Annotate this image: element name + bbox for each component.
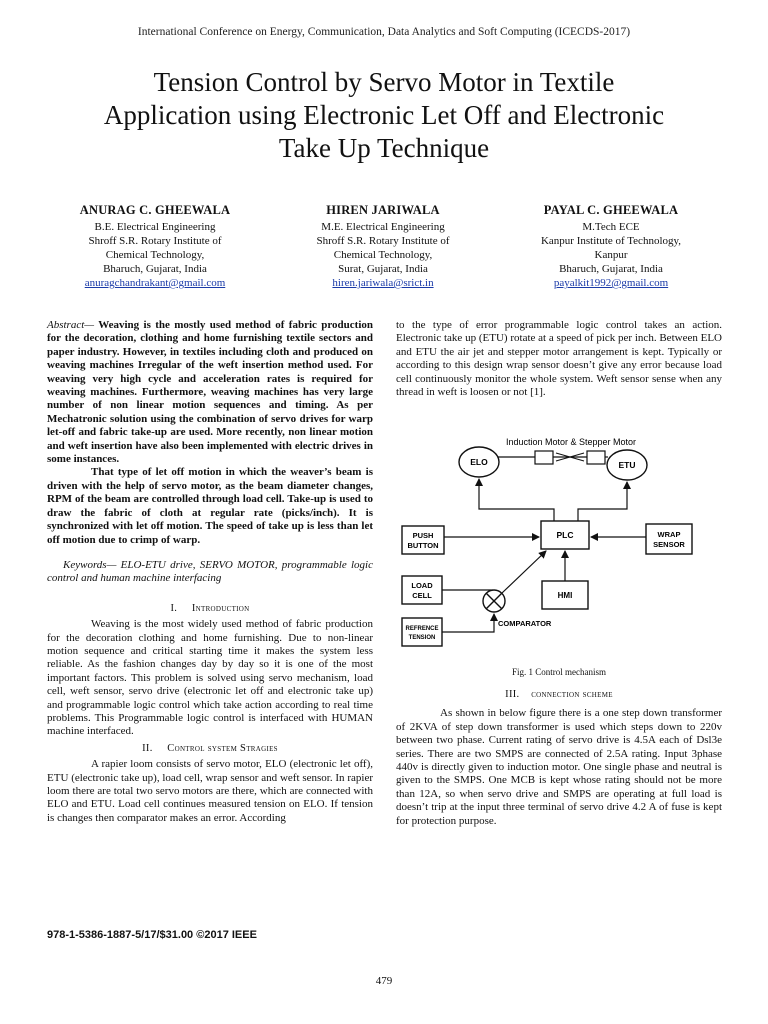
arrow-comparator-to-plc — [502, 551, 546, 593]
author-email-link[interactable]: hiren.jariwala@srict.in — [332, 277, 434, 289]
page-number: 479 — [375, 975, 393, 987]
author-institute: Shroff S.R. Rotary Institute of — [88, 235, 222, 247]
author-institute-cont: Chemical Technology, — [105, 249, 205, 261]
section-number: III. — [505, 689, 520, 700]
wrap-sensor-label-1: WRAP — [657, 530, 681, 539]
control-system-body-continued: to the type of error programmable logic control takes an action. Electronic take up (ETU) rotate at a speed of pick per inch. Between ELO and ETU the air jet and stepper motor arrangement is kept. Typically or according to this design wrap sensor doesn’t give any error because load cell continuously monitor the whole system. Weft sensor sense when any thread in weft is loosen or not [1]. — [396, 319, 722, 399]
author-block-3 — [494, 203, 728, 290]
title-line-3: Take Up Technique — [278, 133, 490, 163]
author-degree: B.E. Electrical Engineering — [94, 221, 216, 233]
push-button-label-2: BUTTON — [407, 541, 439, 550]
hmi-label: HMI — [557, 591, 573, 600]
load-cell-label-2: CELL — [412, 591, 432, 600]
right-column-bottom — [396, 688, 722, 828]
abstract-paragraph-1 — [47, 319, 373, 466]
motor-box-left — [535, 451, 553, 464]
abstract-paragraph-2: That type of let off motion in which the weaver’s beam is driven with the help of servo motor, as the beam diameter changes, RPM of the beam are controlled through load cell. Take-up is used to draw the fabric of cloth at regular rate (picks/inch). It is synchronized with let off motion. The speed of take up is less than let off motion due to crimp of warp. — [47, 466, 373, 546]
title-line-1: Tension Control by Servo Motor in Textile — [153, 67, 615, 97]
author-email-link[interactable]: anuragchandrakant@gmail.com — [84, 277, 226, 289]
author-institute: Shroff S.R. Rotary Institute of — [316, 235, 450, 247]
comparator-label: COMPARATOR — [498, 619, 552, 628]
author-institute-cont: Chemical Technology, — [333, 249, 433, 261]
keywords: Keywords— ELO-ETU drive, SERVO MOTOR, programmable logic control and human machine interfacing — [47, 558, 373, 585]
wrap-sensor-label-2: SENSOR — [653, 540, 685, 549]
abstract-text-1: Weaving is the mostly used method of fabric production for the decoration, clothing and home furnishing textile sectors and paper industry. However, in textiles including cloth and produced on weaving machines Irregular of the weft insertion method used. For weaving very high cycle and acceleration rates is required for weaving machines. Furthermore, weaving machines has very large number of non linear motion sequences and timing. As per Mechatronic solution using the combination of servo drives for warp let-off and fabric take-up are used. More recently, non linear motion and weft insertion have also been implemented with electric drives in some instances. — [47, 319, 373, 466]
author-degree: M.E. Electrical Engineering — [321, 221, 445, 233]
author-email-link[interactable]: payalkit1992@gmail.com — [553, 277, 669, 289]
paper-title — [40, 66, 728, 165]
section-heading-control-system — [47, 742, 373, 755]
abstract-lead: Abstract— — [47, 319, 95, 331]
author-name: ANURAG C. GHEEWALA — [79, 203, 231, 217]
right-column-top — [396, 319, 722, 399]
motor-box-right — [587, 451, 605, 464]
author-institute: Kanpur Institute of Technology, — [540, 235, 682, 247]
plc-label: PLC — [556, 530, 574, 540]
arrow-reference-to-comparator — [442, 614, 494, 632]
etu-label: ETU — [618, 460, 636, 470]
diagram-label-motor: Induction Motor & Stepper Motor — [505, 437, 637, 447]
author-location: Surat, Gujarat, India — [338, 263, 428, 275]
author-block-1 — [38, 203, 272, 290]
author-name: PAYAL C. GHEEWALA — [543, 203, 679, 217]
section-title: connection scheme — [531, 689, 613, 700]
author-institute-cont: Kanpur — [594, 249, 628, 261]
isbn-footer: 978-1-5386-1887-5/17/$31.00 ©2017 IEEE — [47, 929, 257, 941]
arrow-plc-to-elo — [479, 479, 554, 521]
author-location: Bharuch, Gujarat, India — [559, 263, 663, 275]
author-location: Bharuch, Gujarat, India — [103, 263, 207, 275]
control-system-body: A rapier loom consists of servo motor, ELO (electronic let off), ETU (electronic take up), load cell, wrap sensor and weft sensor. In rapier loom there are total two servo motors are there, which are connected with ELO and ETU. Load cell continues measured tension on ELO. If tension is changes then comparator makes an error. According — [47, 758, 373, 824]
section-title: Introduction — [191, 602, 250, 614]
section-heading-introduction — [47, 602, 373, 615]
section-title: Control system Stragies — [167, 742, 278, 754]
push-button-label-1: PUSH — [412, 531, 434, 540]
wrap-sensor-box — [646, 524, 692, 554]
load-cell-label-1: LOAD — [411, 581, 433, 590]
figure-caption: Fig. 1 Control mechanism — [512, 667, 606, 677]
conference-header: International Conference on Energy, Communication, Data Analytics and Soft Computing (ICECDS-2017) — [137, 26, 631, 38]
reference-tension-box — [402, 618, 442, 646]
control-mechanism-diagram — [396, 433, 722, 665]
left-column — [47, 319, 373, 825]
title-line-2: Application using Electronic Let Off and Electronic — [103, 100, 665, 130]
section-number: I. — [170, 602, 178, 614]
author-block-2 — [266, 203, 500, 290]
connection-scheme-body: As shown in below figure there is a one step down transformer of 2KVA of step down transformer is used which steps down to 220v between two phase. Current rating of servo drive is 4.5A each of Dsl3e series. There are two SMPS are connected of 2.5A rating. Input 3phase 440v is directly given to induction motor. One single phase and neutral is given to the SMPS. One MCB is kept whose rating should not be more than 12A, so when servo drive and SMPS are operating at full load is doesn’t trip at the input three terminal of servo drive 4.2 A of fuse is kept for protection purpose. — [396, 707, 722, 827]
section-heading-connection-scheme — [396, 688, 722, 701]
author-degree: M.Tech ECE — [582, 221, 640, 233]
elo-label: ELO — [470, 457, 488, 467]
reference-tension-label-2: TENSION — [408, 635, 436, 641]
abstract — [47, 319, 373, 547]
author-name: HIREN JARIWALA — [326, 203, 440, 217]
section-number: II. — [142, 742, 153, 754]
arrow-plc-to-etu — [578, 482, 627, 521]
introduction-body: Weaving is the most widely used method of fabric production for the decoration clothing and home furnishing. Due to non-linear motion sequence and critical starting time it makes the system less reliable. As the fashion changes day by day so it is one of the most important factors. This problem is solved using servo mechanism, load cell, weft sensor, servo drive (electronic let off and electronic take up) and programmable logic control which take action according to real time problems. This Programmable logic control is interfaced with HUMAN machine interfaced. — [47, 618, 373, 738]
reference-tension-label-1: REFRENCE — [405, 626, 439, 632]
